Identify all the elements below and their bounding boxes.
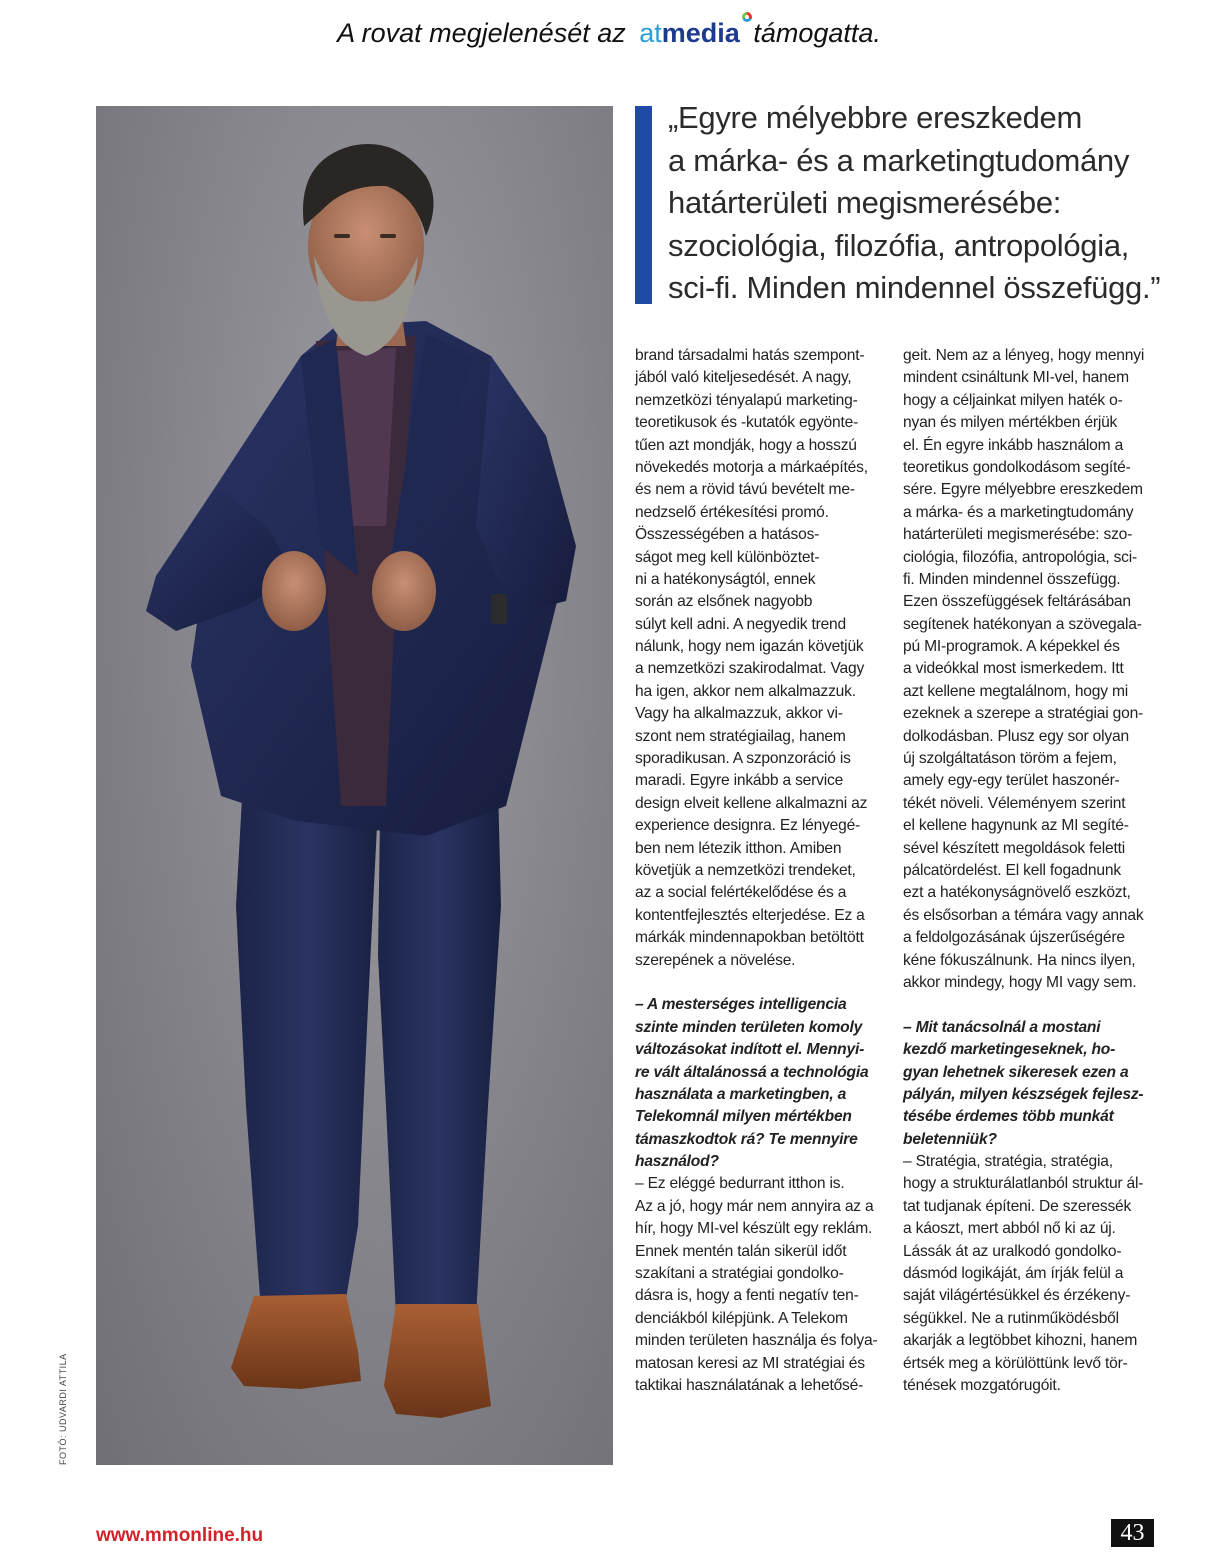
body-line: szont nem stratégiailag, hanem [635, 727, 846, 745]
question-line: re vált általánossá a technológia [635, 1063, 869, 1081]
body-line: nyan és milyen mértékben érjük [903, 414, 1118, 432]
body-line: mindent csináltunk MI-vel, hanem [903, 369, 1129, 387]
body-line: maradi. Egyre inkább a service [635, 772, 844, 790]
body-line: határterületi megismerésébe: szo- [903, 526, 1133, 544]
answer-line: hogy a strukturálatlanból struktur ál- [903, 1175, 1144, 1193]
question-line: – Mit tanácsolnál a mostani [903, 1018, 1101, 1036]
body-line: nemzetközi tényalapú marketing- [635, 391, 858, 409]
body-line: azt kellene megtalálnom, hogy mi [903, 682, 1129, 700]
pull-quote-line: határterületi megismerésébe: [668, 185, 1062, 220]
answer-line: Az a jó, hogy már nem annyira az a [635, 1197, 874, 1215]
paragraph-gap [903, 994, 1151, 1016]
question-line: beletenniük? [903, 1130, 997, 1148]
body-line: kéne fókuszálnunk. Ha nincs ilyen, [903, 951, 1136, 969]
answer-line: akarják a legtöbbet kihozni, hanem [903, 1332, 1138, 1350]
question-line: támaszkodtok rá? Te mennyire [635, 1130, 858, 1148]
pull-quote [668, 97, 1161, 310]
body-line: pú MI-programok. A képekkel és [903, 638, 1120, 656]
sponsor-text-before: A rovat megjelenését az [337, 18, 626, 48]
body-line: kontentfejlesztés elterjedése. Ez a [635, 906, 865, 924]
portrait-photo [96, 106, 613, 1465]
body-line: során az elsőnek nagyobb [635, 593, 813, 611]
answer-line: matosan keresi az MI stratégiai és [635, 1354, 865, 1372]
pull-quote-line: a márka- és a marketingtudomány [668, 142, 1130, 178]
body-line: teoretikusok és -kutatók egyönte- [635, 414, 859, 432]
body-line: experience designra. Ez lényegé- [635, 817, 861, 835]
footer-url: www.mmonline.hu [96, 1525, 264, 1546]
body-line: márkák mindennapokban betöltött [635, 929, 864, 947]
body-line: teoretikus gondolkodásom segíté- [903, 458, 1131, 476]
body-line: a márka- és a marketingtudomány [903, 503, 1134, 521]
body-line: a feldolgozásának újszerűségére [903, 929, 1125, 947]
body-line: új szolgáltatáson töröm a fejem, [903, 750, 1117, 768]
pull-quote-line: sci-fi. Minden mindennel összefügg.” [668, 270, 1161, 305]
body-line: tékét növeli. Véleményem szerint [903, 794, 1126, 812]
question-line: Telekomnál milyen mértékben [635, 1108, 852, 1126]
quote-accent-bar [635, 106, 652, 304]
body-line: ciológia, filozófia, antropológia, sci- [903, 548, 1138, 566]
answer-line: denciákból kilépjünk. A Telekom [635, 1309, 848, 1327]
body-line: ni a hatékonyságtól, ennek [635, 570, 816, 588]
body-line: Vagy ha alkalmazzuk, akkor vi- [635, 705, 843, 723]
answer-line: tat tudjanak építeni. De szeressék [903, 1197, 1132, 1215]
answer-line: minden területen használja és folya- [635, 1332, 878, 1350]
sponsor-text-after: támogatta. [753, 18, 881, 48]
answer-line: hír, hogy MI-vel készült egy reklám. [635, 1220, 873, 1238]
body-line: segítenek hatékonyan a szövegala- [903, 615, 1142, 633]
answer-line: Ennek mentén talán sikerül időt [635, 1242, 847, 1260]
answer-line: Lássák át az uralkodó gondolko- [903, 1242, 1122, 1260]
article-column-2 [903, 345, 1151, 1397]
atmedia-logo: atmedia [639, 18, 740, 48]
body-line: sporadikusan. A szponzoráció is [635, 750, 851, 768]
body-line: pálcatördelést. El kell fogadnunk [903, 861, 1121, 879]
body-line: ha igen, akkor nem alkalmazzuk. [635, 682, 856, 700]
body-line: jából való kiteljesedését. A nagy, [635, 369, 852, 387]
body-line: ben nem létezik itthon. Amiben [635, 839, 842, 857]
answer-line: – Stratégia, stratégia, stratégia, [903, 1153, 1113, 1171]
body-line: tűen azt mondják, hogy a hosszú [635, 436, 857, 454]
pull-quote-line: szociológia, filozófia, antropológia, [668, 227, 1130, 263]
body-line: nedzselő értékesítési promó. [635, 503, 829, 521]
body-line: szerepének a növelése. [635, 951, 796, 969]
body-line: sével készített megoldások feletti [903, 839, 1126, 857]
body-line: ezeknek a szerepe a stratégiai gon- [903, 705, 1144, 723]
question-line: szinte minden területen komoly [635, 1018, 863, 1036]
answer-line: dásmód logikáját, ám írják felül a [903, 1265, 1124, 1283]
question-line: kezdő marketingeseknek, ho- [903, 1041, 1116, 1059]
article-column-1 [635, 345, 883, 1397]
question-line: – A mesterséges intelligencia [635, 996, 847, 1014]
question-line: pályán, milyen készségek fejlesz- [903, 1085, 1144, 1103]
body-line: sére. Egyre mélyebbre ereszkedem [903, 481, 1143, 499]
paragraph-gap [635, 972, 883, 994]
body-line: Ezen összefüggések feltárásában [903, 593, 1131, 611]
answer-line: szakítani a stratégiai gondolko- [635, 1265, 844, 1283]
body-line: az a social felértékelődése és a [635, 884, 847, 902]
answer-line: ténések mozgatórugóit. [903, 1376, 1061, 1394]
body-line: el. Én egyre inkább használom a [903, 436, 1124, 454]
logo-dot-icon [742, 12, 752, 22]
body-line: akkor mindegy, hogy MI vagy sem. [903, 973, 1137, 991]
question-line: gyan lehetnek sikeresek ezen a [903, 1063, 1129, 1081]
question-line: használod? [635, 1153, 719, 1171]
answer-line: értsék meg a körülöttünk levő tör- [903, 1354, 1128, 1372]
page-number: 43 [1111, 1519, 1154, 1547]
body-line: brand társadalmi hatás szempont- [635, 347, 865, 364]
body-line: hogy a céljainkat milyen haték o- [903, 391, 1123, 409]
body-line: amely egy-egy terület haszonér- [903, 772, 1120, 790]
question-line: tésébe érdemes több munkát [903, 1108, 1114, 1126]
body-line: és nem a rövid távú bevételt me- [635, 481, 855, 499]
sponsor-line [0, 18, 1218, 49]
body-line: el kellene hagynunk az MI segíté- [903, 817, 1129, 835]
answer-line: dásra is, hogy a fenti negatív ten- [635, 1287, 859, 1305]
body-line: a nemzetközi szakirodalmat. Vagy [635, 660, 865, 678]
body-line: Összességében a hatásos- [635, 526, 820, 544]
body-line: dolkodásban. Plusz egy sor olyan [903, 727, 1129, 745]
pull-quote-line: „Egyre mélyebbre ereszkedem [668, 100, 1083, 135]
answer-line: – Ez eléggé bedurrant itthon is. [635, 1175, 845, 1193]
question-line: változásokat indított el. Mennyi- [635, 1041, 865, 1059]
photo-credit: FOTÓ: UDVARDI ATTILA [58, 1353, 68, 1465]
body-line: design elveit kellene alkalmazni az [635, 794, 868, 812]
body-line: ezt a hatékonyságnövelő eszközt, [903, 884, 1131, 902]
answer-line: saját világértésükkel és érzékeny- [903, 1287, 1131, 1305]
body-line: követjük a nemzetközi trendeket, [635, 861, 856, 879]
answer-line: ségükkel. Ne a rutinműködésből [903, 1309, 1119, 1327]
body-line: növekedés motorja a márkaépítés, [635, 458, 868, 476]
body-line: a videókkal most ismerkedem. Itt [903, 660, 1124, 678]
body-line: ságot meg kell különböztet- [635, 548, 820, 566]
answer-line: a káoszt, mert abból nő ki az új. [903, 1220, 1116, 1238]
body-line: és elsősorban a témára vagy annak [903, 906, 1144, 924]
portrait-illustration [96, 106, 613, 1465]
body-line: nálunk, hogy nem igazán követjük [635, 638, 864, 656]
body-line: súlyt kell adni. A negyedik trend [635, 615, 846, 633]
answer-line: taktikai használatának a lehetősé- [635, 1376, 864, 1394]
body-line: geit. Nem az a lényeg, hogy mennyi [903, 347, 1145, 364]
question-line: használata a marketingben, a [635, 1085, 847, 1103]
body-line: fi. Minden mindennel összefügg. [903, 570, 1121, 588]
